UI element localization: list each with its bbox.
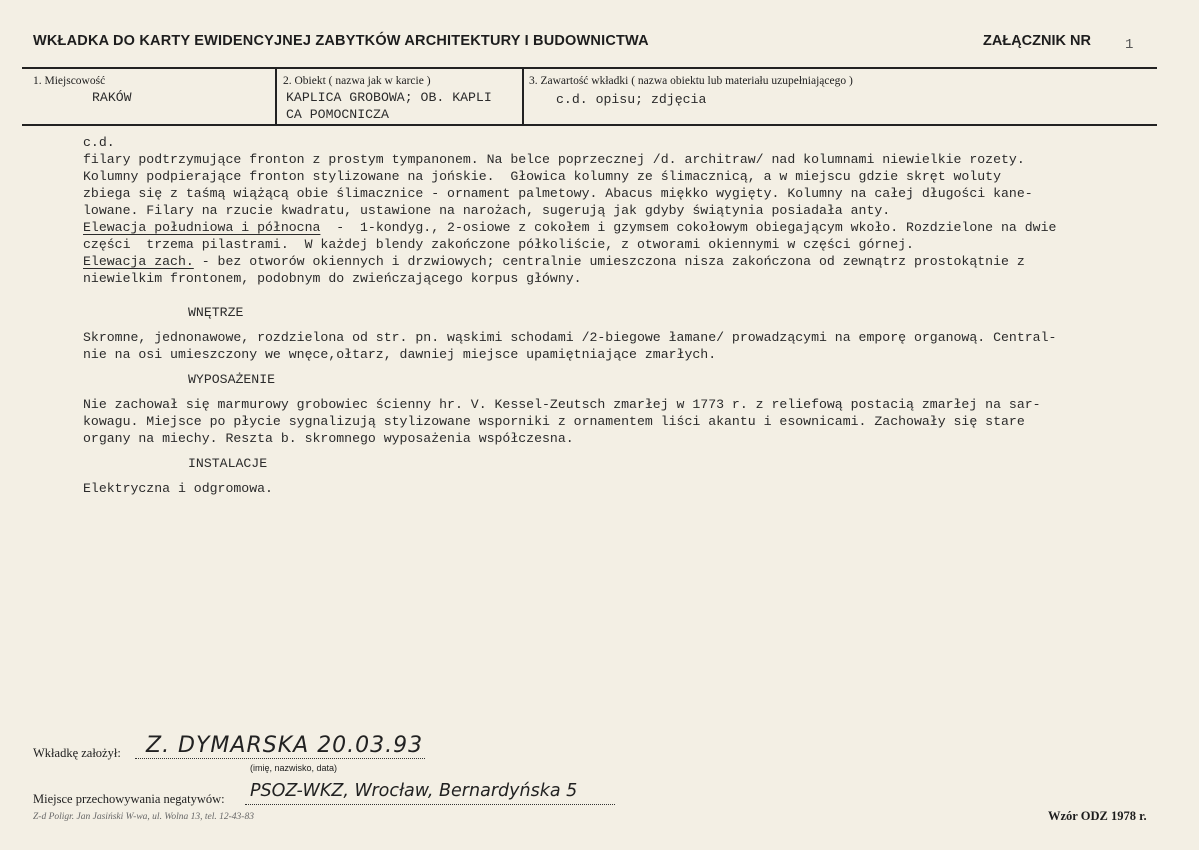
installations-heading: INSTALACJE: [188, 456, 268, 471]
header-top-rule: [22, 67, 1157, 69]
attachment-number: 1: [1125, 37, 1134, 53]
column-divider-1: [275, 68, 277, 125]
interior-heading: WNĘTRZE: [188, 305, 244, 320]
attachment-label: ZAŁĄCZNIK NR: [983, 33, 1091, 49]
column-divider-2: [522, 68, 524, 125]
created-by-label: Wkładkę założył:: [33, 746, 121, 760]
created-by-dotted-line: [135, 758, 425, 759]
document-title: WKŁADKA DO KARTY EWIDENCYJNEJ ZABYTKÓW ARCHITEKTURY I BUDOWNICTWA: [33, 33, 649, 49]
equipment-line: kowagu. Miejsce po płycie sygnalizują stylizowane wsporniki z ornamentem liści akantu i esownicami. Zachowały się stare: [83, 414, 1025, 429]
elevation-south-line: [83, 220, 1056, 235]
installations-line: Elektryczna i odgromowa.: [83, 481, 273, 496]
elevation-west-label: Elewacja zach.: [83, 254, 194, 269]
interior-line: nie na osi umieszczony we wnęce,ołtarz, dawniej miejsce upamiętniające zmarłych.: [83, 347, 717, 362]
elevation-south-text: - 1-kondyg., 2-osiowe z cokołem i gzymsem cokołowym obiegającym wkoło. Rozdzielone na dwie: [320, 220, 1057, 235]
storage-value: PSOZ-WKZ, Wrocław, Bernardyńska 5: [250, 781, 578, 801]
elevation-west-line-2: niewielkim frontonem, podobnym do zwieńczającego korpus główny.: [83, 271, 582, 286]
contents-label: 3. Zawartość wkładki ( nazwa obiektu lub materiału uzupełniającego ): [529, 75, 853, 87]
body-line: zbiega się z taśmą wiążącą obie ślimacznice - ornament palmetowy. Abacus miękko wygięty. Kolumny na całej długości kane-: [83, 186, 1033, 201]
equipment-line: Nie zachował się marmurowy grobowiec ścienny hr. V. Kessel-Zeutsch zmarłej w 1773 r. z reliefową postacią zmarłej na sar-: [83, 397, 1041, 412]
storage-dotted-line: [245, 804, 615, 805]
locality-label: 1. Miejscowość: [33, 75, 106, 87]
elevation-west-text: - bez otworów okiennych i drzwiowych; centralnie umieszczona nisza zakończona od zewnątrz prostokątnie z: [193, 254, 1025, 269]
body-line: lowane. Filary na rzucie kwadratu, ustawione na narożach, sugerują jak gdyby świątynia posiadała anty.: [83, 203, 891, 218]
printer-imprint: Z-d Poligr. Jan Jasiński W-wa, ul. Wolna 13, tel. 12-43-83: [33, 812, 254, 822]
object-value-line-1: KAPLICA GROBOWA; OB. KAPLI: [286, 90, 492, 105]
locality-value: RAKÓW: [92, 90, 132, 105]
elevation-south-label: Elewacja południowa i północna: [83, 220, 321, 235]
created-by-hint: (imię, nazwisko, data): [250, 763, 338, 773]
continuation-mark: c.d.: [83, 135, 115, 150]
equipment-line: organy na miechy. Reszta b. skromnego wyposażenia współczesna.: [83, 431, 574, 446]
object-label: 2. Obiekt ( nazwa jak w karcie ): [283, 75, 431, 87]
object-value-line-2: CA POMOCNICZA: [286, 107, 389, 122]
body-line: Kolumny podpierające fronton stylizowane na jońskie. Głowica kolumny ze ślimacznicą, a w miejscu gdzie skręt woluty: [83, 169, 1001, 184]
form-identifier: Wzór ODZ 1978 r.: [1048, 809, 1147, 823]
elevation-west-line: [83, 254, 1025, 269]
contents-value: c.d. opisu; zdjęcia: [556, 92, 707, 107]
created-by-signature: Z. DYMARSKA 20.03.93: [146, 733, 424, 758]
interior-line: Skromne, jednonawowe, rozdzielona od str. pn. wąskimi schodami /2-biegowe łamane/ prowadzącymi na emporę organową. Central-: [83, 330, 1057, 345]
storage-label: Miejsce przechowywania negatywów:: [33, 792, 225, 806]
elevation-south-line-2: części trzema pilastrami. W każdej blendy zakończone półkoliście, z otworami okiennymi w części górnej.: [83, 237, 914, 252]
body-line: filary podtrzymujące fronton z prostym tympanonem. Na belce poprzecznej /d. architraw/ nad kolumnami niewielkie rozety.: [83, 152, 1025, 167]
equipment-heading: WYPOSAŻENIE: [188, 372, 276, 387]
header-bottom-rule: [22, 124, 1157, 126]
